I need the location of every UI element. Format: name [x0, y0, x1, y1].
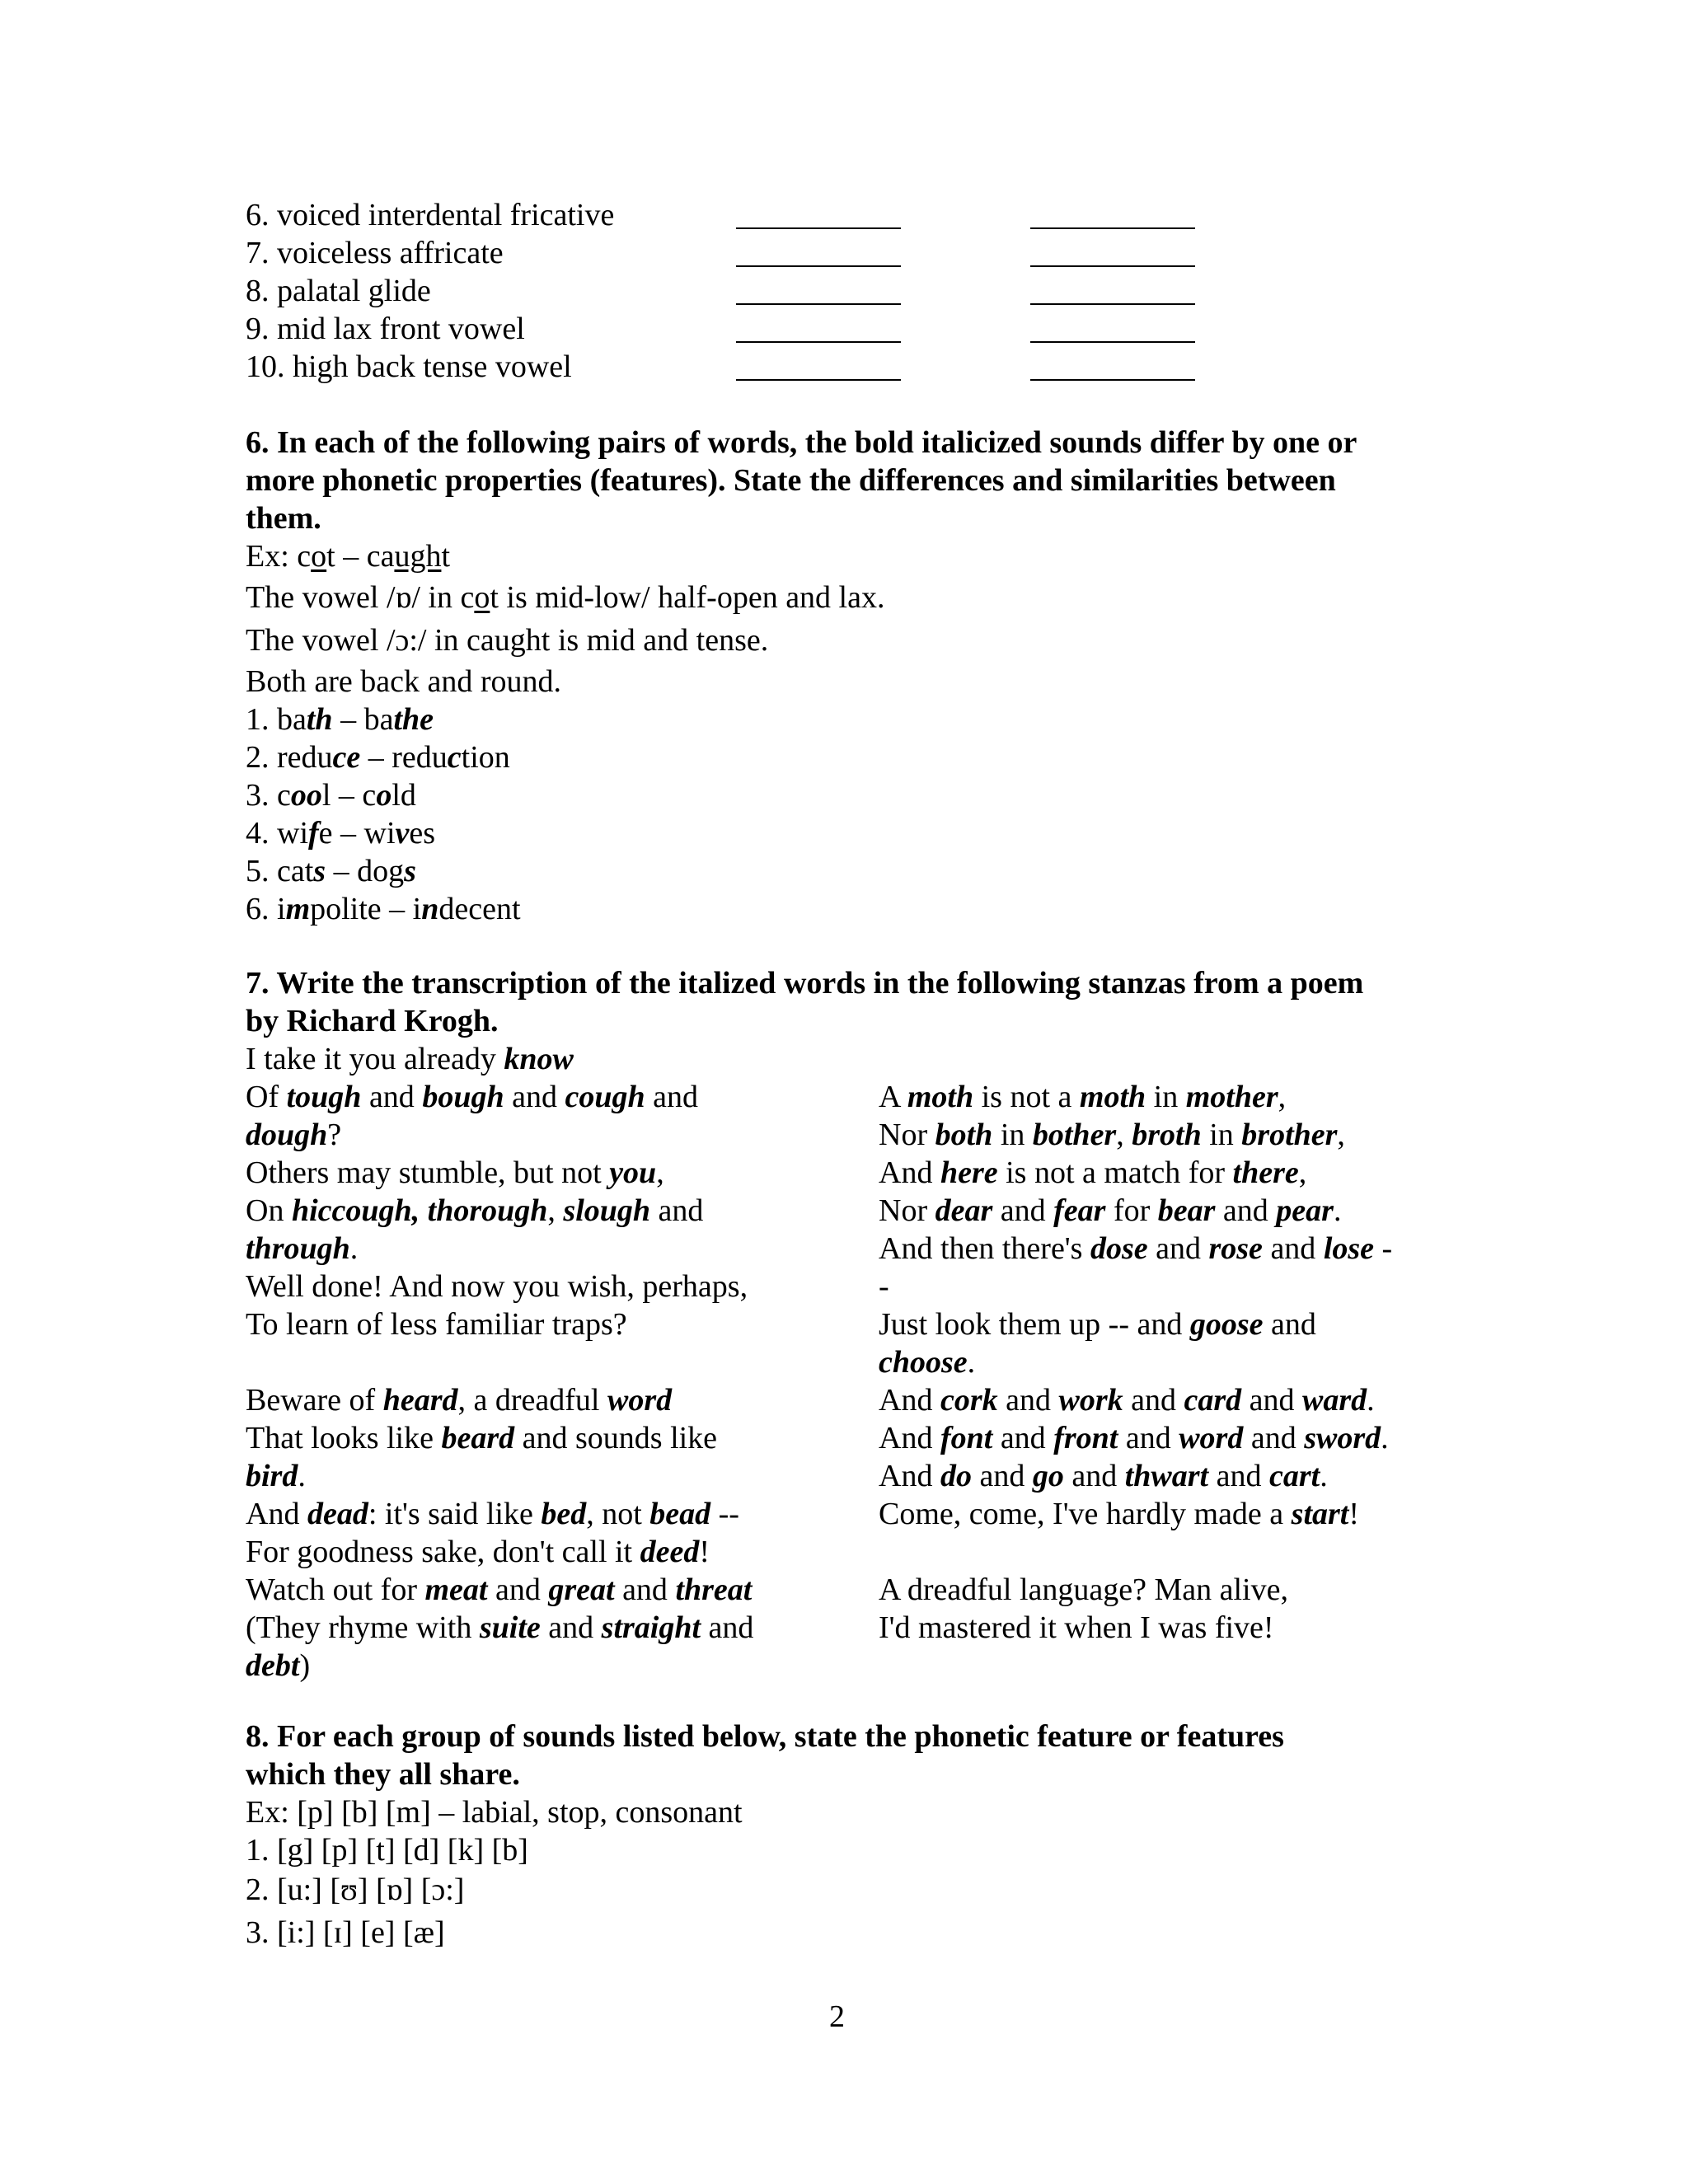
poem-text: for	[1105, 1193, 1158, 1228]
target-word: both	[935, 1118, 993, 1152]
list-item: 9. mid lax front vowel	[246, 312, 525, 346]
list-item: 10. high back tense vowel	[246, 349, 572, 384]
section-heading: by Richard Krogh.	[246, 1004, 499, 1038]
poem-text: (They rhyme with	[246, 1610, 480, 1645]
example-line: Ex: [p] [b] [m] – labial, stop, consonant	[246, 1795, 743, 1830]
page-number: 2	[829, 1999, 845, 2034]
poem-line	[879, 1268, 889, 1305]
poem-text: and	[614, 1572, 676, 1607]
target-word: cork	[940, 1383, 998, 1418]
target-word: threat	[675, 1572, 753, 1607]
target-word: ward	[1302, 1383, 1367, 1418]
poem-line	[879, 1116, 1345, 1154]
target-word: brother	[1241, 1118, 1338, 1152]
poem-line	[246, 1495, 739, 1533]
poem-text: and	[361, 1080, 423, 1114]
poem-line	[879, 1343, 975, 1381]
poem-text: and	[504, 1080, 565, 1114]
poem-text: And	[879, 1459, 940, 1493]
poem-text: A	[879, 1080, 907, 1114]
answer-blank[interactable]	[736, 265, 901, 267]
list-item: 2. reduce – reduction	[246, 740, 510, 775]
poem-text: and	[1208, 1459, 1269, 1493]
section-heading: more phonetic properties (features). State the differences and similarities between	[246, 463, 1336, 498]
poem-line	[879, 1230, 1392, 1268]
answer-blank[interactable]	[1030, 379, 1195, 381]
target-word: debt	[246, 1648, 300, 1683]
target-word: bird	[246, 1459, 298, 1493]
poem-text: .	[967, 1345, 976, 1380]
target-word: know	[504, 1042, 574, 1076]
target-word: dough	[246, 1118, 328, 1152]
poem-text: A dreadful language? Man alive,	[879, 1572, 1288, 1607]
section-heading: them.	[246, 501, 321, 536]
poem-text: I'd mastered it when I was five!	[879, 1610, 1274, 1645]
poem-text: --	[710, 1497, 739, 1531]
poem-text: is not a	[973, 1080, 1080, 1114]
poem-line	[246, 1230, 358, 1268]
target-word: word	[607, 1383, 673, 1418]
target-word: bough	[422, 1080, 504, 1114]
poem-text: !	[699, 1535, 710, 1569]
poem-text: Of	[246, 1080, 287, 1114]
poem-text: .	[1320, 1459, 1328, 1493]
target-word: bother	[1032, 1118, 1117, 1152]
target-word: start	[1291, 1497, 1349, 1531]
poem-line	[246, 1457, 306, 1495]
target-word: bear	[1157, 1193, 1216, 1228]
poem-text: .	[349, 1231, 359, 1266]
explanation-line: Both are back and round.	[246, 664, 562, 699]
poem-text: ,	[656, 1155, 664, 1190]
list-item: 6. voiced interdental fricative	[246, 198, 615, 232]
answer-blank[interactable]	[1030, 303, 1195, 305]
poem-text: ,	[1278, 1080, 1287, 1114]
target-word: work	[1058, 1383, 1123, 1418]
poem-line	[879, 1192, 1341, 1230]
target-word: moth	[907, 1080, 974, 1114]
poem-line	[246, 1192, 703, 1230]
list-item: 1. [g] [p] [t] [d] [k] [b]	[246, 1833, 528, 1868]
target-word: cart	[1268, 1459, 1320, 1493]
poem-text: and	[1215, 1193, 1277, 1228]
poem-text: and	[645, 1080, 698, 1114]
poem-text: .	[1367, 1383, 1375, 1418]
poem-text: Come, come, I've hardly made a	[879, 1497, 1292, 1531]
target-word: slough	[563, 1193, 651, 1228]
poem-line	[879, 1381, 1375, 1419]
poem-text: Nor	[879, 1118, 935, 1152]
poem-line	[879, 1078, 1286, 1116]
poem-text: is not a match for	[997, 1155, 1233, 1190]
poem-text: Just look them up -- and	[879, 1307, 1190, 1342]
target-word: suite	[479, 1610, 541, 1645]
poem-text: and	[1262, 1231, 1324, 1266]
poem-text: ,	[547, 1193, 564, 1228]
target-word: here	[940, 1155, 998, 1190]
target-word: through	[246, 1231, 350, 1266]
target-word: beard	[441, 1421, 515, 1455]
poem-text: and	[1063, 1459, 1125, 1493]
poem-text: and	[1243, 1421, 1305, 1455]
answer-blank[interactable]	[1030, 341, 1195, 343]
target-word: pear	[1276, 1193, 1334, 1228]
poem-line	[879, 1571, 1288, 1609]
target-word: sword	[1304, 1421, 1381, 1455]
poem-line	[879, 1154, 1306, 1192]
poem-text: and	[487, 1572, 549, 1607]
list-item: 7. voiceless affricate	[246, 236, 504, 270]
poem-text: Watch out for	[246, 1572, 425, 1607]
poem-text: Well done! And now you wish, perhaps,	[246, 1269, 748, 1304]
target-word: rose	[1208, 1231, 1263, 1266]
poem-text: and	[992, 1421, 1054, 1455]
poem-text: To learn of less familiar traps?	[246, 1307, 627, 1342]
section-heading: 8. For each group of sounds listed below, state the phonetic feature or features	[246, 1719, 1284, 1754]
poem-text: and	[540, 1610, 602, 1645]
target-word: hiccough, thorough	[291, 1193, 548, 1228]
poem-line	[879, 1419, 1389, 1457]
poem-text: Beware of	[246, 1383, 383, 1418]
poem-text: , a dreadful	[457, 1383, 607, 1418]
poem-text: That looks like	[246, 1421, 442, 1455]
poem-text: Others may stumble, but not	[246, 1155, 610, 1190]
poem-line	[246, 1419, 717, 1457]
poem-text: ,	[1116, 1118, 1132, 1152]
poem-line	[246, 1040, 574, 1078]
poem-text: and	[1147, 1231, 1209, 1266]
list-item: 2. [u:] [ʊ] [ɒ] [ɔ:]	[246, 1872, 465, 1907]
target-word: do	[940, 1459, 972, 1493]
poem-text: ,	[1337, 1118, 1345, 1152]
poem-line	[879, 1305, 1316, 1343]
example-line: Ex: cot – caught	[246, 539, 450, 574]
poem-text: in	[992, 1118, 1033, 1152]
poem-text: !	[1348, 1497, 1360, 1531]
target-word: there	[1232, 1155, 1299, 1190]
poem-text: and	[1241, 1383, 1303, 1418]
target-word: dear	[935, 1193, 993, 1228]
target-word: go	[1032, 1459, 1064, 1493]
target-word: straight	[601, 1610, 701, 1645]
list-item: 5. cats – dogs	[246, 854, 416, 888]
target-word: bead	[649, 1497, 711, 1531]
poem-text: .	[1381, 1421, 1389, 1455]
poem-text: And	[246, 1497, 307, 1531]
answer-blank[interactable]	[736, 341, 901, 343]
poem-text: : it's said like	[368, 1497, 542, 1531]
answer-blank[interactable]	[736, 379, 901, 381]
poem-text: and	[1263, 1307, 1316, 1342]
target-word: dose	[1090, 1231, 1148, 1266]
target-word: card	[1184, 1383, 1242, 1418]
answer-blank[interactable]	[736, 303, 901, 305]
poem-text: and sounds like	[514, 1421, 718, 1455]
list-item: 3. cool – cold	[246, 778, 416, 813]
target-word: bed	[541, 1497, 587, 1531]
list-item: 8. palatal glide	[246, 274, 431, 308]
target-word: meat	[424, 1572, 488, 1607]
target-word: goose	[1189, 1307, 1264, 1342]
poem-text: -	[879, 1269, 889, 1304]
target-word: fear	[1053, 1193, 1106, 1228]
target-word: word	[1179, 1421, 1244, 1455]
poem-text: in	[1201, 1118, 1242, 1152]
poem-text: and	[1123, 1383, 1184, 1418]
target-word: choose	[879, 1345, 968, 1380]
poem-text: For goodness sake, don't call it	[246, 1535, 640, 1569]
poem-text: and	[701, 1610, 754, 1645]
poem-text: ,	[1298, 1155, 1307, 1190]
poem-text: .	[298, 1459, 306, 1493]
target-word: cough	[565, 1080, 645, 1114]
poem-text: Nor	[879, 1193, 935, 1228]
section-heading: which they all share.	[246, 1757, 520, 1792]
poem-text: and	[971, 1459, 1033, 1493]
poem-line	[879, 1609, 1274, 1647]
poem-text: And	[879, 1155, 940, 1190]
poem-line	[246, 1078, 698, 1116]
poem-text: , not	[586, 1497, 650, 1531]
poem-line	[246, 1533, 710, 1571]
poem-line	[246, 1268, 748, 1305]
poem-text: And	[879, 1383, 940, 1418]
poem-text: ?	[327, 1118, 342, 1152]
target-word: thwart	[1124, 1459, 1209, 1493]
poem-line	[246, 1305, 627, 1343]
target-word: tough	[286, 1080, 362, 1114]
explanation-line: The vowel /ɒ/ in cot is mid-low/ half-open and lax.	[246, 580, 885, 615]
poem-line	[246, 1571, 752, 1609]
poem-text: and	[1118, 1421, 1179, 1455]
poem-line	[246, 1609, 753, 1647]
target-word: lose	[1323, 1231, 1375, 1266]
poem-text: and	[992, 1193, 1054, 1228]
poem-line	[879, 1495, 1359, 1533]
target-word: front	[1053, 1421, 1118, 1455]
list-item: 1. bath – bathe	[246, 702, 434, 737]
list-item: 6. impolite – indecent	[246, 892, 521, 926]
poem-text: and	[997, 1383, 1059, 1418]
target-word: mother	[1185, 1080, 1278, 1114]
target-word: you	[609, 1155, 657, 1190]
explanation-line: The vowel /ɔ:/ in caught is mid and tense.	[246, 623, 769, 658]
poem-text: and	[650, 1193, 704, 1228]
poem-line	[246, 1116, 341, 1154]
poem-line	[246, 1154, 664, 1192]
target-word: great	[548, 1572, 615, 1607]
list-item: 4. wife – wives	[246, 816, 436, 851]
answer-blank[interactable]	[1030, 265, 1195, 267]
poem-text: .	[1333, 1193, 1342, 1228]
target-word: deed	[640, 1535, 700, 1569]
answer-blank[interactable]	[1030, 227, 1195, 229]
poem-text: -	[1374, 1231, 1393, 1266]
answer-blank[interactable]	[736, 227, 901, 229]
poem-text: in	[1146, 1080, 1186, 1114]
section-heading: 7. Write the transcription of the italized words in the following stanzas from a poem	[246, 966, 1364, 1001]
poem-text: And	[879, 1421, 940, 1455]
poem-text: )	[299, 1648, 311, 1683]
poem-text: I take it you already	[246, 1042, 504, 1076]
poem-line	[879, 1457, 1328, 1495]
target-word: heard	[382, 1383, 458, 1418]
poem-text: On	[246, 1193, 292, 1228]
section-heading: 6. In each of the following pairs of words, the bold italicized sounds differ by one or	[246, 425, 1357, 460]
target-word: broth	[1132, 1118, 1202, 1152]
target-word: font	[940, 1421, 993, 1455]
target-word: dead	[307, 1497, 368, 1531]
poem-line	[246, 1381, 672, 1419]
target-word: moth	[1079, 1080, 1146, 1114]
poem-text: And then there's	[879, 1231, 1090, 1266]
list-item: 3. [i:] [ɪ] [e] [æ]	[246, 1915, 445, 1950]
poem-line	[246, 1647, 310, 1685]
